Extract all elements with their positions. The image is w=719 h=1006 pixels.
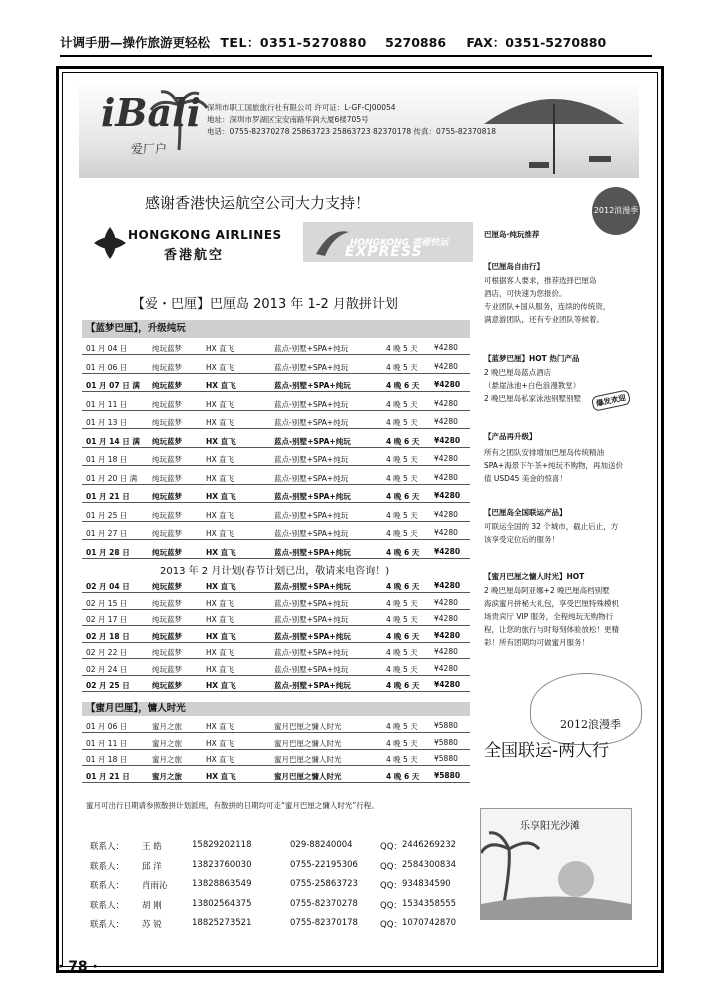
right-h2: 【蓝梦巴厘】HOT 热门产品 [484,354,580,363]
table-cell: 蓝点-别墅+SPA+纯玩 [274,510,349,520]
welcome-badge: 爆发欢迎 [591,389,631,412]
table-cell: 蓝点-别墅+SPA+纯玩 [274,547,351,557]
table-cell: HX 直飞 [206,436,236,446]
contact-cell: 联系人： [90,842,125,852]
table-cell: ¥4280 [434,647,458,656]
table-cell: 蓝点-别墅+SPA+纯玩 [274,455,349,464]
right-h5: 【蜜月巴厘之慵人时光】HOT [484,572,585,581]
contact-row [90,899,480,913]
table-cell: ¥4280 [434,680,461,689]
contact-row [90,918,480,932]
right-p5-line: 彩！所有团期均可做蜜月服务！ [484,638,589,647]
contact-cell: 18825273521 [192,918,252,928]
contact-cell: 0755-82370278 [290,898,358,909]
contact-cell: 胡 刚 [142,900,162,911]
table-cell: 01 月 28 日 [86,547,130,557]
table-cell: 4 晚 5 天 [386,418,418,427]
right-p1-line: 专业团队+国从服务，连续的传统资， [484,302,611,311]
right-h4: 【巴厘岛全国联运产品】 [484,508,567,517]
contact-cell: 15829202118 [192,840,252,850]
right-h3: 【产品再升级】 [484,432,537,441]
table-cell: ¥5880 [434,737,458,747]
table-cell: 蓝点-别墅+SPA+纯玩 [274,362,349,372]
table-cell: 蓝点-别墅+SPA+纯玩 [274,582,351,591]
table-cell: 纯玩蓝梦 [152,399,182,409]
company-address: 地址：深圳市罗湖区宝安南路华润大厦6楼705号 [207,115,369,124]
contact-row [90,840,480,854]
right-p3-line: 值 USD45 美金的惊喜！ [484,474,567,483]
table-cell: HX 直飞 [206,598,235,608]
contact-cell: 934834590 [402,879,451,889]
table-cell: ¥4280 [434,528,458,537]
contact-cell: QQ： [380,842,402,852]
table-cell: 蓝点-别墅+SPA+纯玩 [274,436,351,446]
right-title: 巴厘岛·纯玩推荐 [484,230,540,239]
table-row [82,611,470,626]
right-p3 [484,446,623,485]
table-row [82,661,470,676]
table-row [82,544,470,559]
table-row [82,488,470,503]
table-cell: HX 直飞 [206,418,235,427]
table-cell: 4 晚 5 天 [386,738,418,748]
table-row [82,751,470,766]
right-p5-line: 海滨蜜月拼秘大礼包，享受巴厘特殊模机 [484,599,619,608]
table-row [82,433,470,448]
table-cell: 纯玩蓝梦 [152,381,182,390]
table-cell: ¥5880 [434,754,458,763]
table-cell: 纯玩蓝梦 [152,473,182,483]
right-p1-line: 可根据客人要求，推荐选择巴厘岛 [484,276,597,285]
table-row [82,677,470,692]
table-cell: ¥4280 [434,663,458,673]
table-cell: 纯玩蓝梦 [152,598,182,608]
table-cell: 4 晚 6 天 [386,436,420,446]
table-cell: ¥5880 [434,770,461,780]
table-cell: ¥4280 [434,435,461,445]
table-cell: 蜜月之旅 [152,771,182,781]
table-row [82,507,470,522]
contact-cell: 邱 洋 [142,861,162,872]
table-cell: 纯玩蓝梦 [152,362,182,372]
table-cell: HX 直飞 [206,362,235,372]
table-cell: 4 晚 5 天 [386,344,418,353]
thanks-heading: 感谢香港快运航空公司大力支持！ [145,194,371,212]
header-fax: FAX：0351-5270880 [466,35,607,50]
table-cell: 蓝点-别墅+SPA+纯玩 [274,418,349,427]
table-cell: 01 月 11 日 [86,399,128,409]
table-row [82,595,470,610]
contact-cell: QQ： [380,900,402,911]
table-cell: 01 月 25 日 [86,510,128,520]
table-cell: 蓝点-别墅+SPA+纯玩 [274,381,351,390]
table-cell: 4 晚 6 天 [386,381,420,390]
table-cell: HX 直飞 [206,755,235,764]
hk-express-big: EXPRESS [345,244,423,260]
table-cell: HX 直飞 [206,510,235,520]
honeymoon-note: 蜜月可出行日期请参照散拼计划派班，有散拼的日期均可走“蜜月巴厘之慵人时光”行程。 [86,801,379,810]
contact-cell: 0755-22195306 [290,859,358,870]
table-cell: 02 月 24 日 [86,664,128,674]
table-cell: 4 晚 6 天 [386,771,420,781]
table-cell: HX 直飞 [206,399,235,409]
right-p4-line: 该享受定位后的服务！ [484,535,559,544]
feb-title: 2013 年 2 月计划(春节计划已出，敬请来电咨询！) [160,566,390,577]
table-cell: 纯玩蓝梦 [152,529,182,538]
table-cell: 4 晚 5 天 [386,664,418,674]
right-p3-line: SPA+海景下午茶+纯玩不购物，再加送价 [484,461,624,470]
table-cell: ¥4280 [434,614,458,623]
table-row [82,377,470,392]
table-cell: 4 晚 5 天 [386,755,418,764]
contact-cell: 苏 锐 [142,920,162,930]
table-cell: 01 月 06 日 [86,722,128,731]
right-p2-line: （悬崖泳池+白色浪漫教堂） [484,381,581,390]
table-cell: HX 直飞 [206,582,236,591]
table-cell: 纯玩蓝梦 [152,344,182,353]
table-cell: HX 直飞 [206,492,236,501]
table-cell: ¥4280 [434,361,458,371]
table-cell: HX 直飞 [206,771,236,781]
table-cell: 蓝点-别墅+SPA+纯玩 [274,664,349,674]
header-title: 计调手册—操作旅游更轻松 [60,35,211,50]
table-row [82,525,470,540]
right-p1-line: 满意游团队，还有专业团队等候着。 [484,315,604,324]
table-cell: HX 直飞 [206,631,236,641]
table-cell: HX 直飞 [206,615,235,624]
table-cell: 蓝点-别墅+SPA+纯玩 [274,529,349,538]
table-cell: HX 直飞 [206,529,235,538]
header-tel: TEL：0351-5270880 [220,35,367,50]
table-cell: 蓝点-别墅+SPA+纯玩 [274,598,349,608]
page-header [60,33,652,57]
contact-cell: 0755-82370178 [290,918,358,928]
season-stamp [592,187,640,235]
right-h1: 【巴厘岛自由行】 [484,262,544,271]
table-cell: HX 直飞 [206,455,235,464]
section-blue-dream: 【蓝梦巴厘】，升级纯玩 [82,320,470,338]
contact-cell: QQ： [380,881,402,891]
table-cell: 01 月 18 日 [86,455,128,464]
contact-row [90,879,480,893]
banner [79,80,639,178]
company-phone: 电话：0755-82370278 25863723 25863723 82370178 传真：0755-82370818 [207,127,496,136]
table-cell: HX 直飞 [206,722,235,731]
table-row [82,340,470,355]
table-cell: 01 月 14 日 满 [86,436,140,446]
table-cell: 蓝点-别墅+SPA+纯玩 [274,648,349,657]
table-cell: 4 晚 5 天 [386,615,418,624]
table-row [82,768,470,783]
table-cell: 蓝点-别墅+SPA+纯玩 [274,681,351,690]
contact-cell: 2584300834 [402,859,457,870]
table-cell: 纯玩蓝梦 [152,631,182,641]
table-cell: 4 晚 6 天 [386,492,420,501]
table-cell: 4 晚 6 天 [386,582,420,591]
table-cell: 蓝点-别墅+SPA+纯玩 [274,344,349,353]
contact-cell: 肖雨沁 [142,881,168,891]
plan-title: 【爱・巴厘】巴厘岛 2013 年 1-2 月散拼计划 [132,297,398,312]
table-cell: 蜜月巴厘之慵人时光 [274,738,342,748]
table-cell: 4 晚 5 天 [386,648,418,657]
table-cell: 纯玩蓝梦 [152,582,182,591]
table-cell: 4 晚 5 天 [386,722,418,731]
right-p5 [484,584,619,649]
table-row [82,644,470,659]
table-cell: 4 晚 5 天 [386,529,418,538]
beach-caption: 乐享阳光沙滩 [520,821,580,832]
table-row [82,718,470,733]
table-cell: 纯玩蓝梦 [152,615,182,624]
table-cell: ¥4280 [434,597,458,607]
contact-cell: 联系人： [90,881,125,891]
table-cell: 蜜月巴厘之慵人时光 [274,771,342,781]
table-cell: 纯玩蓝梦 [152,492,182,501]
table-cell: 01 月 11 日 [86,738,128,748]
hk-airlines-en: HONGKONG AIRLINES [128,228,282,242]
table-cell: 纯玩蓝梦 [152,547,182,557]
table-cell: 纯玩蓝梦 [152,510,182,520]
table-cell: HX 直飞 [206,738,235,748]
table-cell: 蜜月巴厘之慵人时光 [274,755,342,764]
section-honeymoon: 【蜜月巴厘】，慵人时光 [82,702,470,716]
logo-sub: 爱厂户 [131,142,168,156]
table-row [82,735,470,750]
table-cell: 蓝点-别墅+SPA+纯玩 [274,631,351,641]
table-cell: 蓝点-别墅+SPA+纯玩 [274,615,349,624]
table-cell: 4 晚 5 天 [386,362,418,372]
hk-express-top: HONGKONG 香港快运 [350,238,449,248]
contact-cell: QQ： [380,861,402,872]
right-p2-line: 2 晚巴厘岛蓝点酒店 [484,368,552,377]
table-cell: 纯玩蓝梦 [152,436,182,446]
right-p1 [484,274,610,326]
right-p2 [484,366,581,405]
table-cell: 01 月 20 日 满 [86,473,138,483]
right-p3-line: 所有之团队安排增加巴厘岛传统精油 [484,448,604,457]
table-cell: 蜜月之旅 [152,738,182,748]
table-cell: 01 月 04 日 [86,344,128,353]
table-cell: ¥4280 [434,417,458,426]
contact-cell: 13828863549 [192,879,252,889]
promo-small: 2012浪漫季 [560,718,621,731]
table-cell: 4 晚 5 天 [386,399,418,409]
table-cell: ¥4280 [434,343,458,352]
table-cell: 纯玩蓝梦 [152,455,182,464]
contact-cell: 029-88240004 [290,840,353,850]
heart-decoration [530,673,642,745]
right-p2-line: 2 晚巴厘岛私家泳池别墅别墅 [484,394,582,403]
table-cell: HX 直飞 [206,664,235,674]
right-p5-line: 程，让您的旅行与时每刻体验放松！更精 [484,625,619,634]
company-name: 深圳市职工国旅旅行社有限公司 许可证：L-GF-CJ00054 [207,103,396,112]
contact-row [90,860,480,874]
contact-cell: 1534358555 [402,898,457,909]
contact-cell: 王 皓 [142,842,162,852]
table-cell: 02 月 04 日 [86,582,130,591]
ibali-logo: iBali [101,90,202,135]
table-cell: 01 月 06 日 [86,362,128,372]
table-cell: HX 直飞 [206,547,236,557]
company-info [207,102,496,138]
table-cell: 纯玩蓝梦 [152,664,182,674]
table-cell: 02 月 15 日 [86,598,128,608]
table-cell: 02 月 25 日 [86,681,130,690]
contact-cell: QQ： [380,920,402,930]
table-cell: HX 直飞 [206,381,236,390]
table-cell: 01 月 07 日 满 [86,381,140,390]
table-cell: 蜜月巴厘之慵人时光 [274,722,342,731]
right-p1-line: 酒店，可快速为您报价。 [484,289,567,298]
header-tel2: 5270886 [385,35,447,50]
table-cell: 蜜月之旅 [152,722,182,731]
table-cell: 蓝点-别墅+SPA+纯玩 [274,473,349,483]
table-cell: 4 晚 6 天 [386,681,420,690]
table-row [82,628,470,643]
table-cell: 02 月 22 日 [86,648,128,657]
right-p5-line: 场贵宾厅 VIP 服务，全程纯玩无购物行 [484,612,614,621]
table-cell: 蜜月之旅 [152,755,182,764]
table-cell: 01 月 13 日 [86,418,128,427]
contact-cell: 联系人： [90,861,125,872]
stamp-text: 2012浪漫季 [593,206,639,215]
contact-cell: 联系人： [90,900,125,911]
table-row [82,396,470,411]
table-cell: 4 晚 5 天 [386,510,418,520]
table-cell: ¥4280 [434,581,461,590]
contact-cell: 2446269232 [402,840,457,850]
table-cell: HX 直飞 [206,473,235,483]
table-cell: ¥4280 [434,472,458,482]
table-cell: 01 月 21 日 [86,771,130,781]
umbrella-icon [479,84,629,174]
table-cell: ¥4280 [434,454,458,463]
contact-cell: 13823760030 [192,859,252,870]
table-cell: ¥4280 [434,509,458,519]
right-p4 [484,520,618,546]
table-cell: 纯玩蓝梦 [152,648,182,657]
table-cell: HX 直飞 [206,344,235,353]
table-cell: HX 直飞 [206,648,235,657]
table-cell: 02 月 17 日 [86,615,128,624]
table-cell: ¥4280 [434,380,461,389]
table-cell: 4 晚 5 天 [386,455,418,464]
table-row [82,414,470,429]
table-cell: ¥4280 [434,546,461,556]
table-cell: 01 月 18 日 [86,755,128,764]
table-cell: 纯玩蓝梦 [152,681,182,690]
table-cell: 4 晚 5 天 [386,473,418,483]
table-cell: HX 直飞 [206,681,236,690]
table-row [82,359,470,374]
hongkong-airlines-logo-icon [92,225,128,261]
table-cell: 01 月 27 日 [86,529,128,538]
contact-cell: 0755-25863723 [290,879,358,889]
table-cell: 蓝点-别墅+SPA+纯玩 [274,492,351,501]
table-cell: 01 月 21 日 [86,492,130,501]
table-cell: ¥5880 [434,721,458,730]
table-cell: 02 月 18 日 [86,631,130,641]
table-cell: ¥4280 [434,630,461,640]
right-p5-line: 2 晚巴厘岛阿亚娜+2 晚巴厘高档别墅 [484,586,610,595]
table-row [82,470,470,485]
table-cell: 4 晚 5 天 [386,598,418,608]
table-cell: 4 晚 6 天 [386,547,420,557]
contact-cell: 1070742870 [402,918,457,928]
contact-cell: 13802564375 [192,898,252,909]
table-cell: ¥4280 [434,398,458,408]
table-cell: 纯玩蓝梦 [152,418,182,427]
table-cell: ¥4280 [434,491,461,500]
promo-big: 全国联运-两人行 [484,741,610,761]
right-p4-line: 可联运全国的 32 个城市，截止后止，方 [484,522,619,531]
contact-cell: 联系人： [90,920,125,930]
hk-airlines-cn: 香港航空 [164,248,225,263]
table-cell: 4 晚 6 天 [386,631,420,641]
table-row [82,451,470,466]
table-cell: 蓝点-别墅+SPA+纯玩 [274,399,349,409]
page-number: · 78 · [58,959,98,975]
table-row [82,578,470,593]
